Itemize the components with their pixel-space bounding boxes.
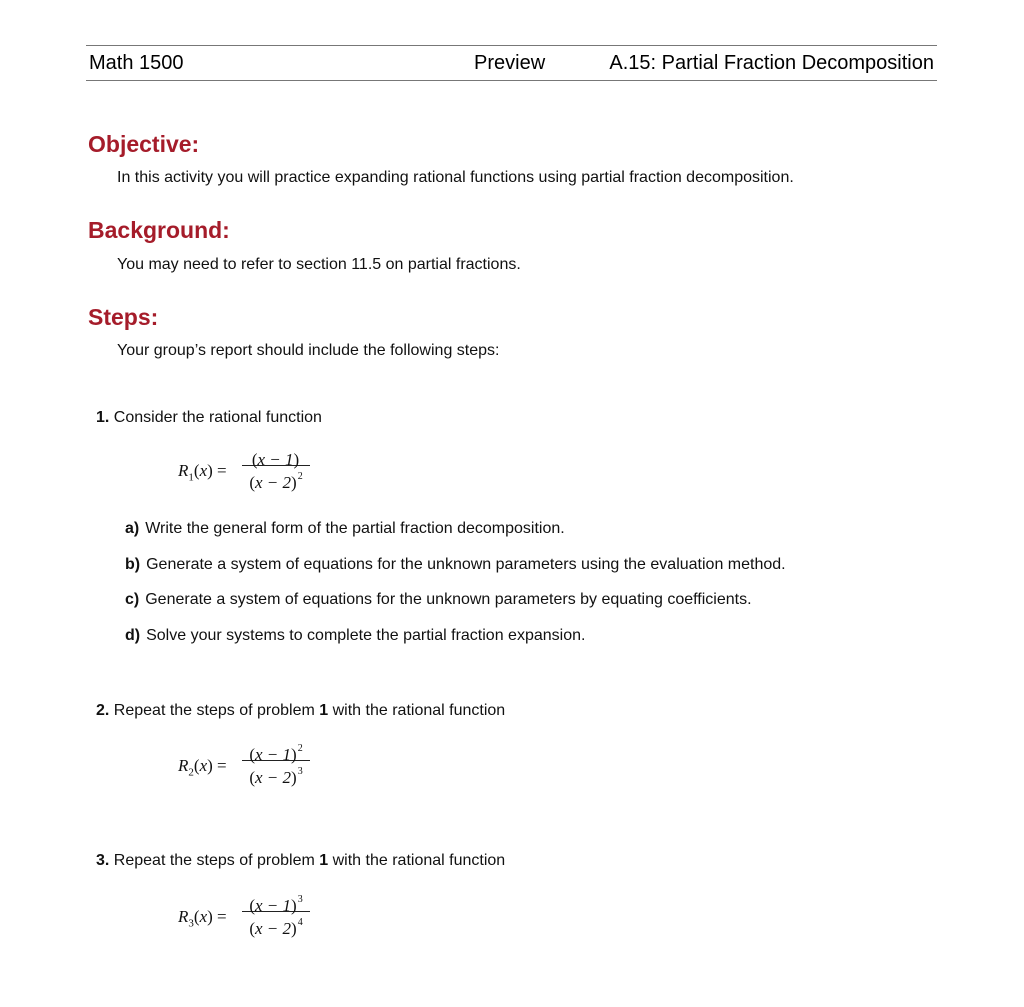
formula-r2-lhs: $R_2(x)$ = xyxy=(178,756,227,779)
course-name: Math 1500 xyxy=(89,52,184,74)
subpart-c: c) Generate a system of equations for the unknown parameters by equating coefficients. xyxy=(125,591,752,608)
problem-1-number: 1. xyxy=(96,409,110,426)
problem-2-number: 2. xyxy=(96,702,110,719)
subpart-a: a) Write the general form of the partial fraction decomposition. xyxy=(125,520,565,537)
problem-2: 2. Repeat the steps of problem 1 with the rational function xyxy=(96,702,506,719)
background-heading: Background: xyxy=(88,217,230,243)
formula-r3-fraction xyxy=(242,889,310,938)
formula-r1-lhs: $R_1(x)$ = xyxy=(178,461,227,484)
formula-r1-denominator: $(x - 2)^2$ xyxy=(242,465,310,488)
formula-r1-numerator: (x − 1) xyxy=(251,450,300,469)
formula-r2-fraction xyxy=(242,738,310,787)
subparts-list xyxy=(125,520,786,662)
objective-heading: Objective: xyxy=(88,131,200,157)
formula-r3-denominator: $(x - 2)^4$ xyxy=(242,911,310,934)
preview-label: Preview xyxy=(474,52,546,74)
problem-1-text: Consider the rational function xyxy=(113,409,322,426)
formula-r3-lhs: $R_3(x)$ = xyxy=(178,907,227,930)
subpart-b: b) Generate a system of equations for the unknown parameters using the evaluation method. xyxy=(125,555,786,573)
formula-r2-denominator: $(x - 2)^3$ xyxy=(242,760,310,783)
steps-heading: Steps: xyxy=(88,304,159,330)
page-header xyxy=(86,45,937,81)
steps-text: Your group’s report should include the following steps: xyxy=(117,342,500,359)
background-text: You may need to refer to section 11.5 on partial fractions. xyxy=(117,256,521,273)
problem-3-number: 3. xyxy=(96,852,110,869)
document-title: A.15: Partial Fraction Decomposition xyxy=(609,52,934,74)
formula-r3-numerator: $(x - 1)^3$ xyxy=(249,894,303,915)
formula-r2-numerator: $(x - 1)^2$ xyxy=(249,743,303,764)
problem-1 xyxy=(96,409,322,427)
formula-r1-fraction xyxy=(242,443,310,492)
objective-text: In this activity you will practice expanding rational functions using partial fraction decomposition. xyxy=(117,169,794,186)
problem-3: 3. Repeat the steps of problem 1 with the rational function xyxy=(96,852,506,869)
subpart-d: d) Solve your systems to complete the partial fraction expansion. xyxy=(125,626,586,644)
